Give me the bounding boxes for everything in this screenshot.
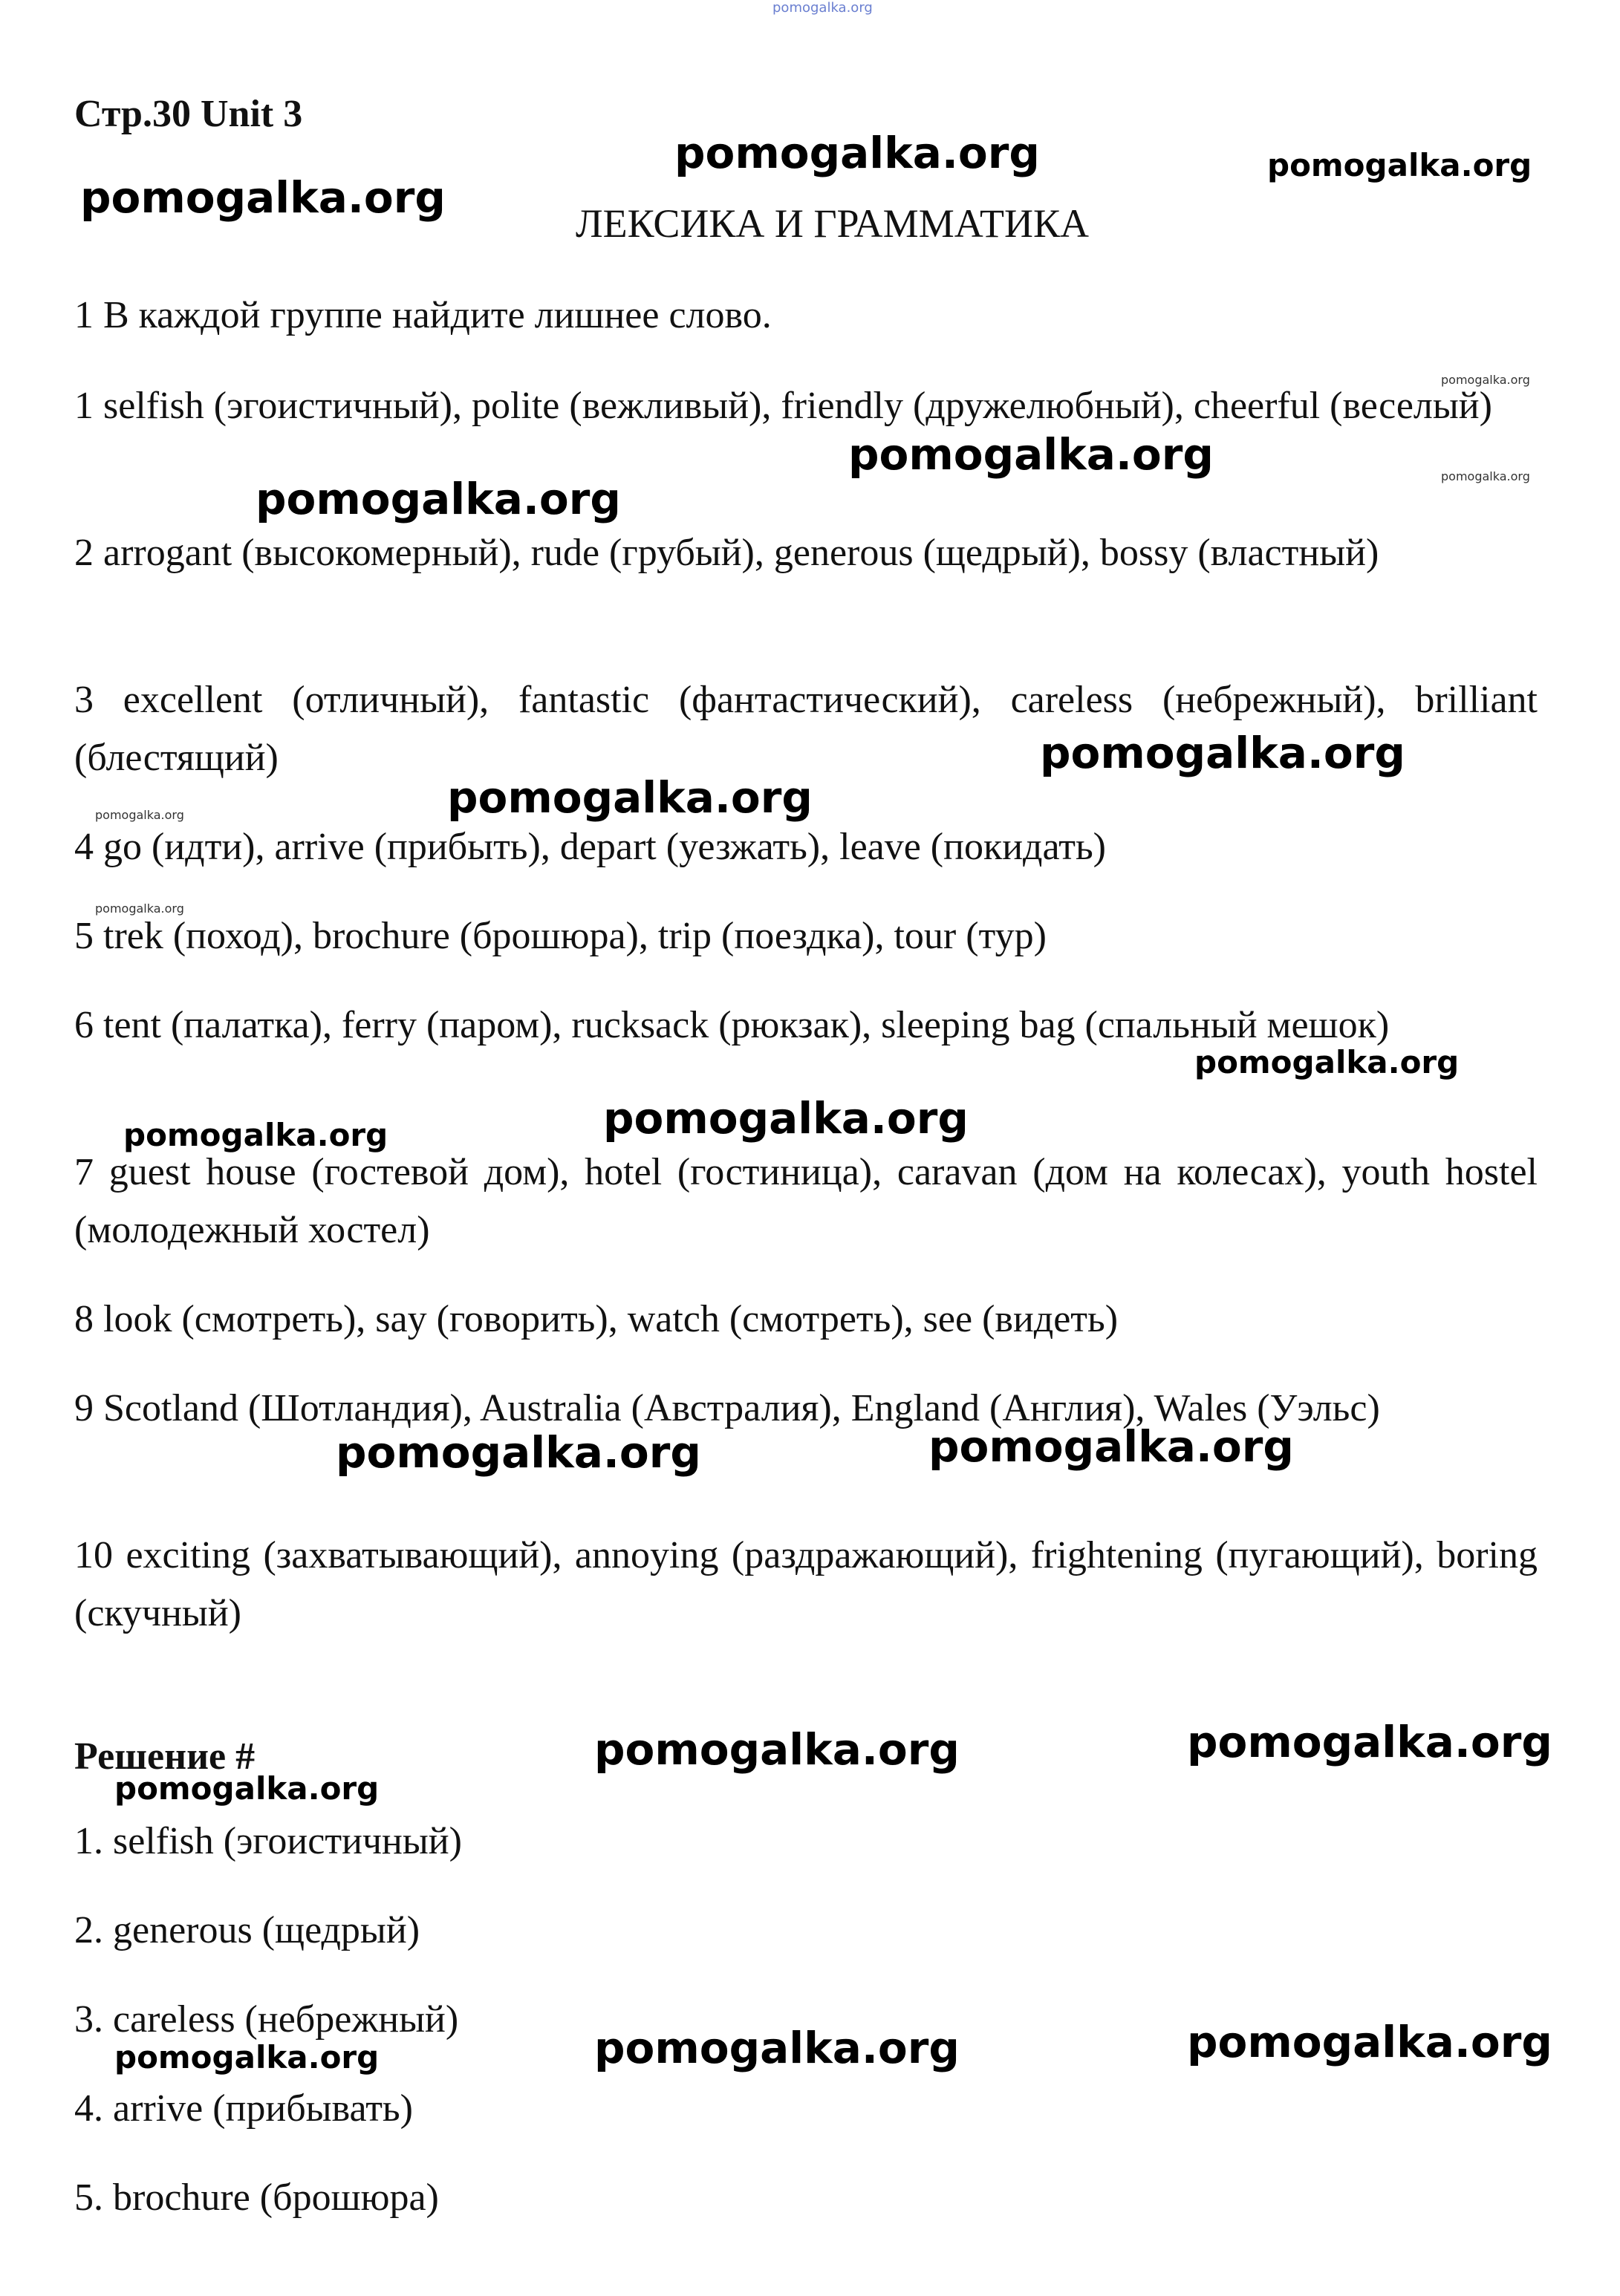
watermark: pomogalka.org (594, 2023, 960, 2073)
solution-1: 1. selfish (эгоистичный) (74, 1820, 462, 1862)
solution-2: 2. generous (щедрый) (74, 1909, 420, 1951)
page-heading: Стр.30 Unit 3 (74, 93, 303, 135)
watermark: pomogalka.org (447, 772, 813, 823)
watermark: pomogalka.org (594, 1724, 960, 1775)
watermark: pomogalka.org (1187, 2017, 1552, 2067)
word-group-5: 5 trek (поход), brochure (брошюра), trip (поездка), tour (тур) (74, 915, 1047, 957)
watermark: pomogalka.org (95, 901, 184, 916)
solution-5: 5. brochure (брошюра) (74, 2176, 439, 2219)
watermark: pomogalka.org (603, 1093, 969, 1144)
word-group-10: 10 exciting (захватывающий), annoying (раздражающий), frightening (пугающий), boring (скучный) (74, 1534, 1538, 1634)
watermark: pomogalka.org (1040, 728, 1405, 778)
word-group-1: 1 selfish (эгоистичный), polite (вежливый), friendly (дружелюбный), cheerful (веселый) (74, 385, 1492, 427)
solution-4: 4. arrive (прибывать) (74, 2087, 413, 2130)
word-group-8: 8 look (смотреть), say (говорить), watch (смотреть), see (видеть) (74, 1298, 1119, 1340)
watermark: pomogalka.org (256, 474, 621, 524)
word-group-7: 7 guest house (гостевой дом), hotel (гостиница), caravan (дом на колесах), youth hostel (молодежный хостел) (74, 1151, 1538, 1251)
solution-3: 3. careless (небрежный) (74, 1998, 459, 2041)
word-group-6: 6 tent (палатка), ferry (паром), rucksack (рюкзак), sleeping bag (спальный мешок) (74, 1004, 1390, 1046)
watermark: pomogalka.org (1187, 1717, 1552, 1767)
watermark: pomogalka.org (336, 1427, 701, 1478)
watermark: pomogalka.org (928, 1421, 1294, 1472)
word-group-9: 9 Scotland (Шотландия), Australia (Австралия), England (Англия), Wales (Уэльс) (74, 1387, 1380, 1429)
watermark: pomogalka.org (114, 2039, 380, 2075)
solution-heading: Решение # (74, 1735, 256, 1778)
section-title: ЛЕКСИКА И ГРАММАТИКА (576, 201, 1089, 246)
watermark: pomogalka.org (80, 172, 446, 223)
watermark: pomogalka.org (1441, 373, 1530, 387)
word-group-2: 2 arrogant (высокомерный), rude (грубый), generous (щедрый), bossy (властный) (74, 532, 1379, 574)
watermark: pomogalka.org (123, 1117, 388, 1153)
watermark: pomogalka.org (674, 128, 1040, 178)
watermark: pomogalka.org (848, 429, 1214, 480)
watermark: pomogalka.org (1267, 147, 1532, 183)
word-group-3: 3 excellent (отличный), fantastic (фантастический), careless (небрежный), brilliant (блестящий) (74, 679, 1538, 779)
watermark: pomogalka.org (1441, 469, 1530, 483)
word-group-4: 4 go (идти), arrive (прибыть), depart (уезжать), leave (покидать) (74, 826, 1106, 868)
watermark: pomogalka.org (114, 1770, 380, 1807)
watermark: pomogalka.org (1194, 1044, 1460, 1080)
exercise-instruction: 1 В каждой группе найдите лишнее слово. (74, 294, 772, 336)
watermark-top: pomogalka.org (772, 0, 873, 16)
watermark: pomogalka.org (95, 808, 184, 822)
